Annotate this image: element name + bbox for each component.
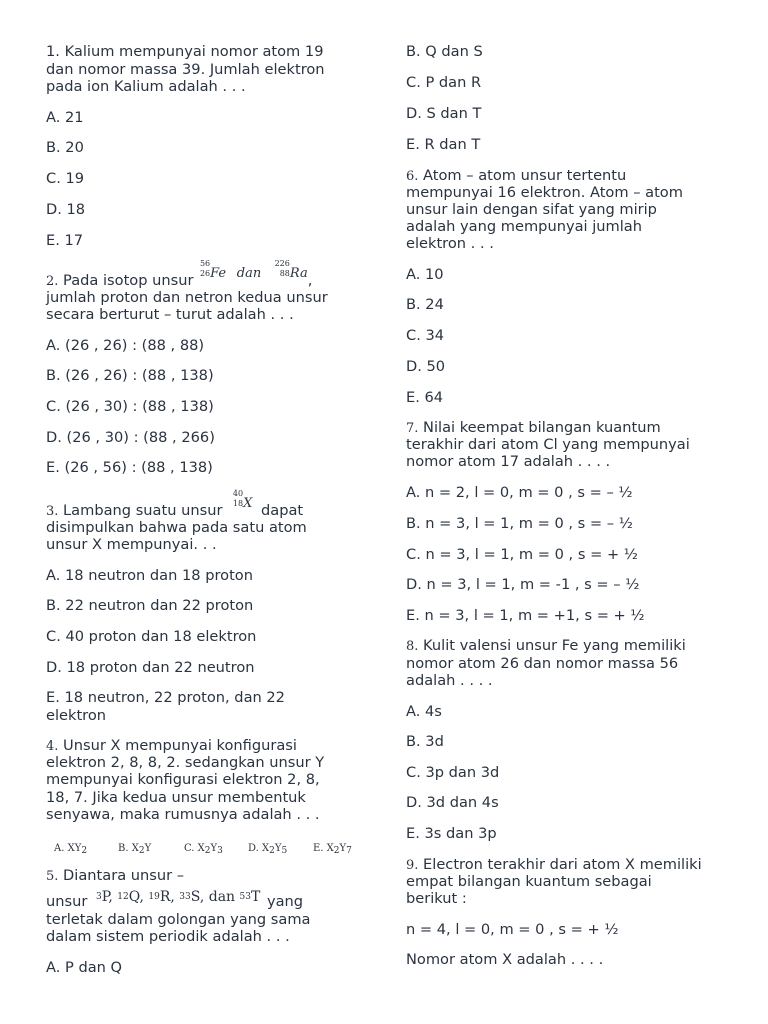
question-text: mempunyai 16 elektron. Atom – atom (406, 184, 683, 201)
question-number: 5. (46, 869, 59, 884)
answer-option: D. 50 (406, 358, 446, 375)
question-number: 4. (46, 739, 59, 754)
answer-option: A. 18 neutron dan 18 proton (46, 567, 253, 584)
answer-option: C. n = 3, l = 1, m = 0 , s = + ½ (406, 546, 638, 563)
question-text: 1. Kalium mempunyai nomor atom 19 (46, 43, 324, 60)
question-text: terakhir dari atom Cl yang mempunyai (406, 436, 690, 453)
answer-option: C. 3p dan 3d (406, 764, 500, 781)
quantum-numbers: n = 4, l = 0, m = 0 , s = + ½ (406, 921, 619, 938)
question-text: 5. Diantara unsur – (46, 867, 185, 884)
answer-option: C. X2Y3 (184, 843, 223, 856)
question-text: secara berturut – turut adalah . . . (46, 306, 294, 323)
question-text: dalam sistem periodik adalah . . . (46, 928, 290, 945)
question-text: senyawa, maka rumusnya adalah . . . (46, 806, 320, 823)
answer-option: C. P dan R (406, 74, 482, 91)
answer-option: E. 3s dan 3p (406, 825, 497, 842)
question-number: 8. (406, 639, 419, 654)
question-text: jumlah proton dan netron kedua unsur (46, 289, 328, 306)
answer-option: E. (26 , 56) : (88 , 138) (46, 459, 213, 476)
question-text: terletak dalam golongan yang sama (46, 911, 311, 928)
answer-option: C. 40 proton dan 18 elektron (46, 628, 257, 645)
answer-option: D. X2Y5 (248, 843, 288, 856)
element-list: $^3$P, $^{12}$Q, $^{19}$R, $^{33}$S, dan $^{53}$T (96, 889, 261, 905)
question-number: 6. (406, 169, 419, 184)
question-text: 18, 7. Jika kedua unsur membentuk (46, 789, 306, 806)
question-number: 3. (46, 504, 59, 519)
question-number: 1. (46, 43, 60, 60)
question-text: 3. Lambang suatu unsur 40 18 X dapat (46, 489, 304, 519)
question-text: 4. Unsur X mempunyai konfigurasi (46, 737, 297, 754)
question-text: pada ion Kalium adalah . . . (46, 78, 246, 95)
answer-option: B. Q dan S (406, 43, 483, 60)
isotope-x: 40 18 X (232, 489, 253, 511)
question-text: 9. Electron terakhir dari atom X memiliki (406, 856, 702, 873)
answer-option: E. 18 neutron, 22 proton, dan 22 (46, 689, 285, 706)
answer-option: C. 19 (46, 170, 85, 187)
answer-option: B. X2Y (118, 843, 152, 856)
question-number: 9. (406, 858, 419, 873)
isotope-fe: 56 26 Fe dan 226 88 Ra (199, 259, 308, 281)
answer-option: C. 34 (406, 327, 445, 344)
question-text: Nomor atom X adalah . . . . (406, 951, 604, 968)
answer-option: A. 4s (406, 703, 442, 720)
answer-option: A. 21 (46, 109, 84, 126)
answer-option: C. (26 , 30) : (88 , 138) (46, 398, 214, 415)
question-text: 8. Kulit valensi unsur Fe yang memiliki (406, 637, 686, 654)
question-text: mempunyai konfigurasi elektron 2, 8, (46, 771, 320, 788)
answer-option: E. 64 (406, 389, 444, 406)
answer-option: E. X2Y7 (313, 843, 352, 856)
answer-option: A. P dan Q (46, 959, 123, 976)
question-text: empat bilangan kuantum sebagai (406, 873, 652, 890)
answer-option: D. 18 proton dan 22 neutron (46, 659, 255, 676)
answer-option: A. 10 (406, 266, 444, 283)
question-text: unsur $^3$P, $^{12}$Q, $^{19}$R, $^{33}$S, dan $^{53}$T yang (46, 889, 304, 910)
question-text: 2. Pada isotop unsur 56 26 Fe dan 226 88 Ra, (46, 259, 313, 289)
question-text: unsur X mempunyai. . . (46, 536, 217, 553)
answer-option: D. 3d dan 4s (406, 794, 499, 811)
question-text: nomor atom 26 dan nomor massa 56 (406, 655, 679, 672)
question-text: nomor atom 17 adalah . . . . (406, 453, 611, 470)
answer-option: A. n = 2, l = 0, m = 0 , s = – ½ (406, 484, 633, 501)
answer-option: B. n = 3, l = 1, m = 0 , s = – ½ (406, 515, 633, 532)
answer-option: E. n = 3, l = 1, m = +1, s = + ½ (406, 607, 645, 624)
question-text: adalah . . . . (406, 672, 493, 689)
answer-option: B. 20 (46, 139, 84, 156)
answer-option: A. (26 , 26) : (88 , 88) (46, 337, 205, 354)
answer-option: elektron (46, 707, 107, 724)
question-text: adalah yang mempunyai jumlah (406, 218, 642, 235)
question-text: 7. Nilai keempat bilangan kuantum (406, 419, 661, 436)
answer-option: B. 24 (406, 296, 444, 313)
answer-option: B. (26 , 26) : (88 , 138) (46, 367, 214, 384)
question-text: berikut : (406, 890, 467, 907)
answer-option: B. 22 neutron dan 22 proton (46, 597, 254, 614)
question-text: unsur lain dengan sifat yang mirip (406, 201, 657, 218)
question-number: 2. (46, 274, 59, 289)
answer-option: A. XY2 (54, 843, 88, 856)
answer-option: D. (26 , 30) : (88 , 266) (46, 429, 215, 446)
answer-option: D. n = 3, l = 1, m = -1 , s = – ½ (406, 576, 640, 593)
question-text: 6. Atom – atom unsur tertentu (406, 167, 627, 184)
answer-option: E. R dan T (406, 136, 481, 153)
answer-option: E. 17 (46, 232, 84, 249)
answer-option: D. S dan T (406, 105, 482, 122)
question-text: dan nomor massa 39. Jumlah elektron (46, 61, 325, 78)
question-number: 7. (406, 421, 419, 436)
answer-option: B. 3d (406, 733, 444, 750)
question-text: elektron 2, 8, 8, 2. sedangkan unsur Y (46, 754, 325, 771)
question-text: elektron . . . (406, 235, 494, 252)
answer-option: D. 18 (46, 201, 86, 218)
question-text: disimpulkan bahwa pada satu atom (46, 519, 307, 536)
